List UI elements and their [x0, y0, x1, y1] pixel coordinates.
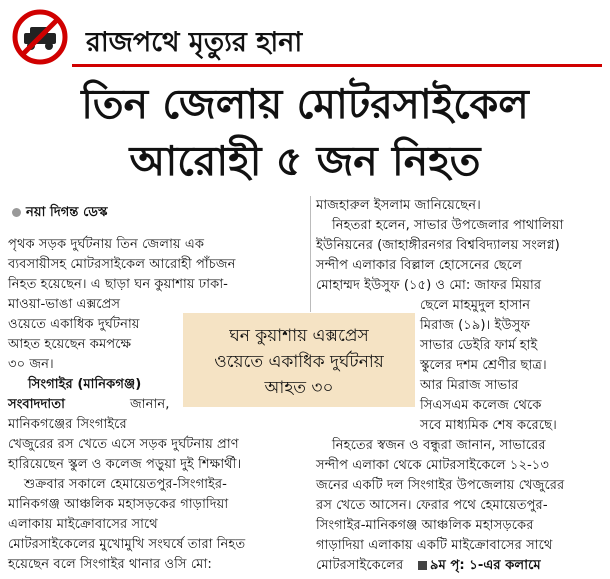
- continuation-marker-icon: [418, 561, 427, 570]
- pull-quote-line-3: আহত ৩০: [264, 378, 334, 398]
- body-line: সন্দীপ এলাকার বিল্লাল হোসেনের ছেলে: [316, 258, 522, 273]
- body-line: সিএসএম কলেজ থেকে: [420, 398, 542, 413]
- body-line: রস খেতে আসেন। ফেরার পথে হেমায়েতপুর-: [316, 498, 548, 513]
- pull-quote: [183, 313, 415, 407]
- body-line: পৃথক সড়ক দুর্ঘটনায় তিন জেলায় এক: [8, 237, 205, 252]
- body-line: মানিকগঞ্জের সিংগাইরে: [8, 417, 127, 432]
- body-line: মোটরসাইকেলের: [316, 558, 404, 573]
- body-line: মানিকগঞ্জ আঞ্চলিক মহাসড়কের গাড়াদিয়া: [8, 497, 229, 512]
- body-line: ইউনিয়নের (জাহাঙ্গীরনগর বিশ্ববিদ্যালয় সংলগ্ন): [316, 238, 560, 253]
- road-accident-icon: [12, 9, 68, 65]
- body-line: গাড়াদিয়া এলাকায় একটি মাইক্রোবাসের সাথে: [316, 538, 553, 553]
- body-line: হয়েছেন বলে সিংগাইর থানার ওসি মো:: [8, 557, 212, 572]
- body-line: আর মিরাজ সাভার: [420, 378, 519, 393]
- pull-quote-line-1: ঘন কুয়াশায় এক্সপ্রেস: [229, 326, 369, 346]
- pull-quote-line-2: ওয়েতে একাধিক দুর্ঘটনায়: [214, 352, 384, 372]
- headline-line-1: তিন জেলায় মোটরসাইকেল: [81, 80, 529, 128]
- body-line: নিহতের স্বজন ও বন্ধুরা জানান, সাভারের: [332, 438, 546, 453]
- section-header: [8, 6, 602, 72]
- headline: [0, 76, 610, 190]
- body-line: সিংগাইর-মানিকগঞ্জ আঞ্চলিক মহাসড়কের: [316, 518, 534, 533]
- body-line: ওয়েতে একাধিক দুর্ঘটনায়: [8, 317, 140, 332]
- continuation-note[interactable]: ৯ম পৃ: ১-এর কলামে: [418, 556, 541, 576]
- column-divider: [310, 196, 311, 312]
- body-line: সবে মাধ্যমিক শেষ করেছে।: [420, 418, 557, 433]
- dateline-location: সিংগাইর (মানিকগঞ্জ): [28, 377, 142, 392]
- section-title: রাজপথে মৃত্যুর হানা: [86, 27, 303, 58]
- headline-line-2: আরোহী ৫ জন নিহত: [129, 137, 481, 185]
- byline-bullet-icon: [12, 208, 21, 217]
- body-line: সাভার ডেইরি ফার্ম হাই: [420, 338, 538, 353]
- body-line: খেজুরের রস খেতে এসে সড়ক দুর্ঘটনায় প্রাণ: [8, 437, 239, 452]
- body-line: শুক্রবার সকালে হেমায়েতপুর-সিংগাইর-: [24, 477, 227, 492]
- body-line: আহত হয়েছেন কমপক্ষে: [8, 337, 132, 352]
- body-line: স্কুলের দশম শ্রেণীর ছাত্র।: [420, 358, 547, 373]
- body-line: জানান,: [130, 397, 170, 412]
- dateline-source: সংবাদদাতা: [8, 397, 65, 412]
- byline: নয়া দিগন্ত ডেস্ক: [12, 203, 108, 223]
- body-line: ব্যবসায়ীসহ মোটরসাইকেল আরোহী পাঁচজন: [8, 257, 236, 272]
- body-line: হারিয়েছেন স্কুল ও কলেজ পড়ুয়া দুই শিক্ষার্থী।: [8, 457, 242, 472]
- body-line: মোটরসাইকেলের মুখোমুখি সংঘর্ষে তারা নিহত: [8, 537, 246, 552]
- body-line: নিহতরা হলেন, সাভার উপজেলার পাথালিয়া: [332, 218, 564, 233]
- body-line: এলাকায় মাইক্রোবাসের সাথে: [8, 517, 158, 532]
- body-line: নিহত হয়েছেন। এ ছাড়া ঘন কুয়াশায় ঢাকা-: [8, 277, 228, 292]
- section-rule: [72, 64, 602, 67]
- body-line: মোহাম্মদ ইউসুফ (১৫) ও মো: জাফর মিয়ার: [316, 278, 542, 293]
- body-line: সন্দীপ এলাকা থেকে মোটরসাইকেলে ১২-১৩: [316, 458, 549, 473]
- body-line: মাজহারুল ইসলাম জানিয়েছেন।: [316, 198, 481, 213]
- body-line: মাওয়া-ভাঙা এক্সপ্রেস: [8, 297, 121, 312]
- body-line: মিরাজ (১৯)। ইউসুফ: [420, 318, 530, 333]
- body-line: ছেলে মাহমুদুল হাসান: [420, 298, 531, 313]
- body-line: জনের একটি দল সিংগাইর উপজেলায় খেজুরের: [316, 478, 565, 493]
- body-line: ৩০ জন।: [8, 357, 54, 372]
